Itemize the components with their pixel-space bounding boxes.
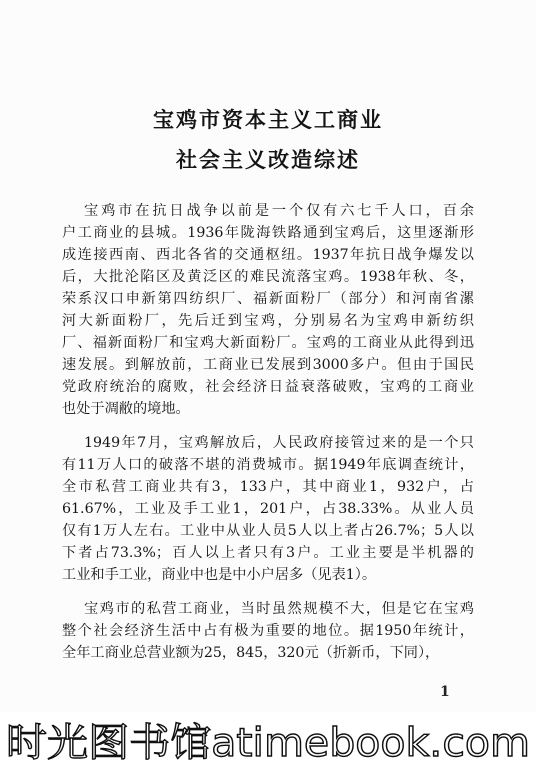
paragraph-3-line-2: 整个社会经济生活中占有极为重要的地位。据1950年统计， — [62, 623, 474, 639]
watermark-text: 时光图书馆atimebook.com — [6, 721, 530, 766]
paragraph-1-line-7: 厂、福新面粉厂和宝鸡大新面粉厂。宝鸡的工商业从此得到迅 — [62, 335, 474, 351]
paragraph-3-line-3: 全年工商业总营业额为25，845，320元（折新币，下同）， — [62, 645, 440, 661]
paragraph-1-line-5: 荣系汉口申新第四纺织厂、福新面粉厂（部分）和河南省漯 — [62, 291, 474, 307]
paragraph-1-line-4: 后，大批沦陷区及黄泛区的难民流落宝鸡。1938年秋、冬， — [62, 269, 474, 285]
paragraph-2-line-1: 1949年7月，宝鸡解放后，人民政府接管过来的是一个只 — [84, 435, 474, 451]
paragraph-2-line-5: 仅有1万人左右。工业中从业人员5人以上者占26.7%；5人以 — [62, 523, 474, 539]
paragraph-1-line-6: 河大新面粉厂，先后迁到宝鸡，分别易名为宝鸡申新纺织 — [62, 313, 474, 329]
watermark-graphic — [0, 712, 536, 768]
paragraph-3-line-1: 宝鸡市的私营工商业，当时虽然规模不大，但是它在宝鸡 — [84, 601, 474, 617]
paragraph-1-line-10: 也处于凋敝的境地。 — [62, 401, 190, 417]
paragraph-2-line-3: 全市私营工商业共有3，133户，其中商业1，932户，占 — [62, 479, 474, 495]
paragraph-2-line-6: 下者占73.3%；百人以上者只有3户。工业主要是半机器的 — [62, 545, 474, 561]
title-line-2: 社会主义改造综述 — [176, 148, 360, 172]
paragraph-1-line-2: 户工商业的县城。1936年陇海铁路通到宝鸡后，这里逐渐形 — [62, 225, 474, 241]
paragraph-1-line-8: 速发展。到解放前，工商业已发展到3000多户。但由于国民 — [62, 357, 474, 373]
title-line-1: 宝鸡市资本主义工商业 — [153, 108, 383, 132]
paragraph-2-line-7: 工业和手工业，商业中也是中小户居多（见表1）。 — [62, 567, 377, 583]
page-number: 1 — [440, 684, 450, 700]
watermark-banner — [0, 712, 536, 768]
paragraph-2-line-4: 61.67%，工业及手工业1，201户，占38.33%。从业人员 — [62, 501, 474, 517]
paragraph-1-line-3: 成连接西南、西北各省的交通枢纽。1937年抗日战争爆发以 — [62, 247, 474, 263]
paragraph-1-line-1: 宝鸡市在抗日战争以前是一个仅有六七千人口，百余 — [84, 203, 474, 219]
paragraph-2-line-2: 有11万人口的破落不堪的消费城市。据1949年底调查统计， — [62, 457, 474, 473]
paragraph-1-line-9: 党政府统治的腐败，社会经济日益衰落破败，宝鸡的工商业 — [62, 379, 474, 395]
